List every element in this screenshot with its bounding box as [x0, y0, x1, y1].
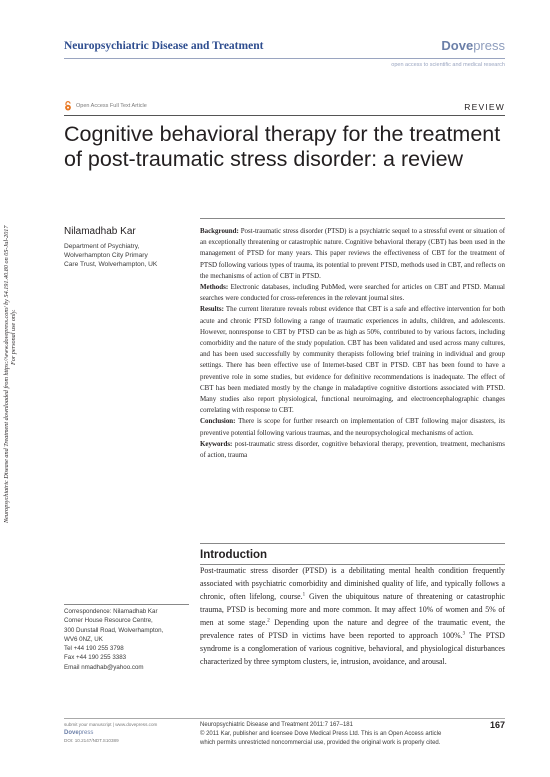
correspondence-line: Corner House Resource Centre,	[64, 617, 153, 625]
download-watermark	[2, 145, 16, 525]
publisher-tagline: open access to scientific and medical research	[391, 62, 505, 68]
submit-link[interactable]: submit your manuscript | www.dovepress.com	[64, 722, 158, 727]
abstract-results	[200, 304, 505, 416]
correspondence-line: Correspondence: Nilamadhab Kar	[64, 608, 158, 615]
doi[interactable]: DOI: 10.2147/NDT.S10389	[64, 738, 119, 743]
abstract-conclusion	[200, 416, 505, 438]
correspondence-divider	[64, 604, 189, 605]
abstract	[200, 226, 505, 461]
methods-text: Electronic databases, including PubMed, were searched for articles on CBT and PTSD. Manual searches were conducted for cross-references in the relevant journal sites.	[200, 283, 505, 303]
introduction-paragraph	[200, 564, 505, 668]
article-type-divider	[64, 115, 505, 116]
watermark-line-1: Neuropsychiatric Disease and Treatment downloaded from https://www.dovepress.com/ by 54.191.40.80 on 05-Jul-2017	[3, 225, 10, 523]
intro-text-4: The PTSD syndrome is a conglomeration of various cognitive, behavioral, and physiological disturbances characterized by three symptom clusters, ie, intrusion, avoidance, and arousal.	[200, 631, 505, 666]
access-label: Open Access Full Text Article	[76, 103, 147, 109]
citation-ref[interactable]: 1	[302, 592, 306, 598]
correspondence-block	[64, 607, 194, 672]
journal-title: Neuropsychiatric Disease and Treatment	[64, 40, 264, 52]
intro-text-2: Given the ubiquitous nature of threatening or catastrophic trauma, PTSD is becoming more and more common. It may affect 10% of women and 5% of men at some stage.	[200, 592, 505, 627]
intro-text-1: Post-traumatic stress disorder (PTSD) is a debilitating mental health condition frequently associated with psychiatric comorbidity and diminished quality of life, and typically follows a chronic, often lifelong, course.	[200, 566, 505, 601]
footer-dove-bold: Dove	[64, 730, 79, 736]
footer-left	[64, 721, 184, 745]
correspondence-line: Fax +44 190 255 3383	[64, 654, 127, 662]
title-line-1: Cognitive behavioral therapy for the treatment	[64, 122, 501, 146]
keywords-text: post-traumatic stress disorder, cognitive behavioral therapy, prevention, treatment, mechanisms of action, trauma	[200, 439, 506, 460]
publisher-thin: press	[473, 38, 505, 53]
results-text: The current literature reveals robust evidence that CBT is a safe and effective intervention for both acute and chronic PTSD following a range of traumatic experiences in adults, children, and adolescents. However, nonresponse to CBT by PTSD can be as high as 50%, contributed to by various factors, including comorbidity and the nature of the study population. CBT has been validated and used across many cultures, and has been used successfully by community therapists following brief training in individual and group settings. There has been effective use of Internet-based CBT in PTSD. CBT has been found to have a preventive role in some studies, but evidence for definitive recommendations is inadequate. The effect of CBT has been mediated mostly by the change in maladaptive cognitive distortions associated with PTSD. Many studies also report physiological, functional neuroimaging, and electroencephalographic changes correlating with response to CBT.	[200, 305, 505, 415]
open-lock-icon	[64, 101, 72, 111]
author-name: Nilamadhab Kar	[64, 226, 136, 237]
citation-ref[interactable]: 3	[462, 631, 466, 637]
footer-citation	[200, 721, 490, 748]
download-watermark-svg	[2, 145, 16, 525]
license-line: which permits unrestricted noncommercial use, provided the original work is properly cited.	[200, 740, 441, 746]
page-number: 167	[489, 720, 505, 730]
header-divider	[64, 58, 505, 59]
methods-label: Methods:	[200, 283, 229, 292]
results-label: Results:	[200, 305, 224, 314]
conclusion-label: Conclusion:	[200, 417, 236, 426]
keywords-label: Keywords:	[200, 439, 233, 448]
citation-line: Neuropsychiatric Disease and Treatment 2011:7 167–181	[200, 722, 353, 728]
introduction-heading: Introduction	[200, 549, 268, 561]
author-affiliation	[64, 243, 184, 269]
affiliation-line: Wolverhampton City Primary	[64, 251, 148, 259]
citation-ref[interactable]: 2	[267, 618, 270, 624]
footer-dove-thin: press	[78, 730, 94, 736]
abstract-background	[200, 226, 505, 282]
intro-text-3: Depending upon the nature and degree of the traumatic event, the prevalence rates of PTSD in victims have been reported to approach 100%.	[200, 618, 505, 640]
article-title	[64, 122, 504, 172]
footer-dove-logo	[64, 729, 184, 737]
background-label: Background:	[200, 227, 239, 235]
abstract-methods	[200, 282, 505, 304]
watermark-line-2: For personal use only.	[10, 309, 17, 365]
affiliation-line: Care Trust, Wolverhampton, UK	[64, 260, 158, 268]
publisher-bold: Dove	[441, 38, 474, 53]
abstract-bottom-divider	[200, 543, 505, 544]
affiliation-line: Department of Psychiatry,	[64, 243, 140, 250]
article-type: REVIEW	[464, 102, 505, 112]
license-line: © 2011 Kar, publisher and licensee Dove Medical Press Ltd. This is an Open Access article	[200, 731, 442, 737]
footer-divider	[64, 718, 505, 719]
correspondence-line: Tel +44 190 255 3798	[64, 645, 124, 653]
publisher-logo	[441, 38, 505, 53]
conclusion-text: There is scope for further research on implementation of CBT following major disasters, its preventive potential following various traumas, and the neuropsychological mechanisms of action.	[200, 417, 505, 437]
background-text: Post-traumatic stress disorder (PTSD) is a psychiatric sequel to a stressful event or situation of an exceptionally threatening or catastrophic nature. Cognitive behavioral therapy (CBT) has been used in the management of PTSD for many years. This paper reviews the effectiveness of CBT for the treatment of PTSD following various types of trauma, its potential to prevent PTSD, methods used in CBT, and reflects on the mechanisms of action of CBT in PTSD.	[200, 227, 505, 280]
abstract-keywords	[200, 439, 505, 461]
abstract-top-divider	[200, 218, 505, 219]
correspondence-line: WV6 0NZ, UK	[64, 635, 103, 643]
correspondence-email[interactable]: Email nmadhab@yahoo.com	[64, 663, 144, 671]
title-line-2: of post-traumatic stress disorder: a review	[64, 147, 464, 171]
correspondence-line: 300 Dunstall Road, Wolverhampton,	[64, 626, 164, 634]
